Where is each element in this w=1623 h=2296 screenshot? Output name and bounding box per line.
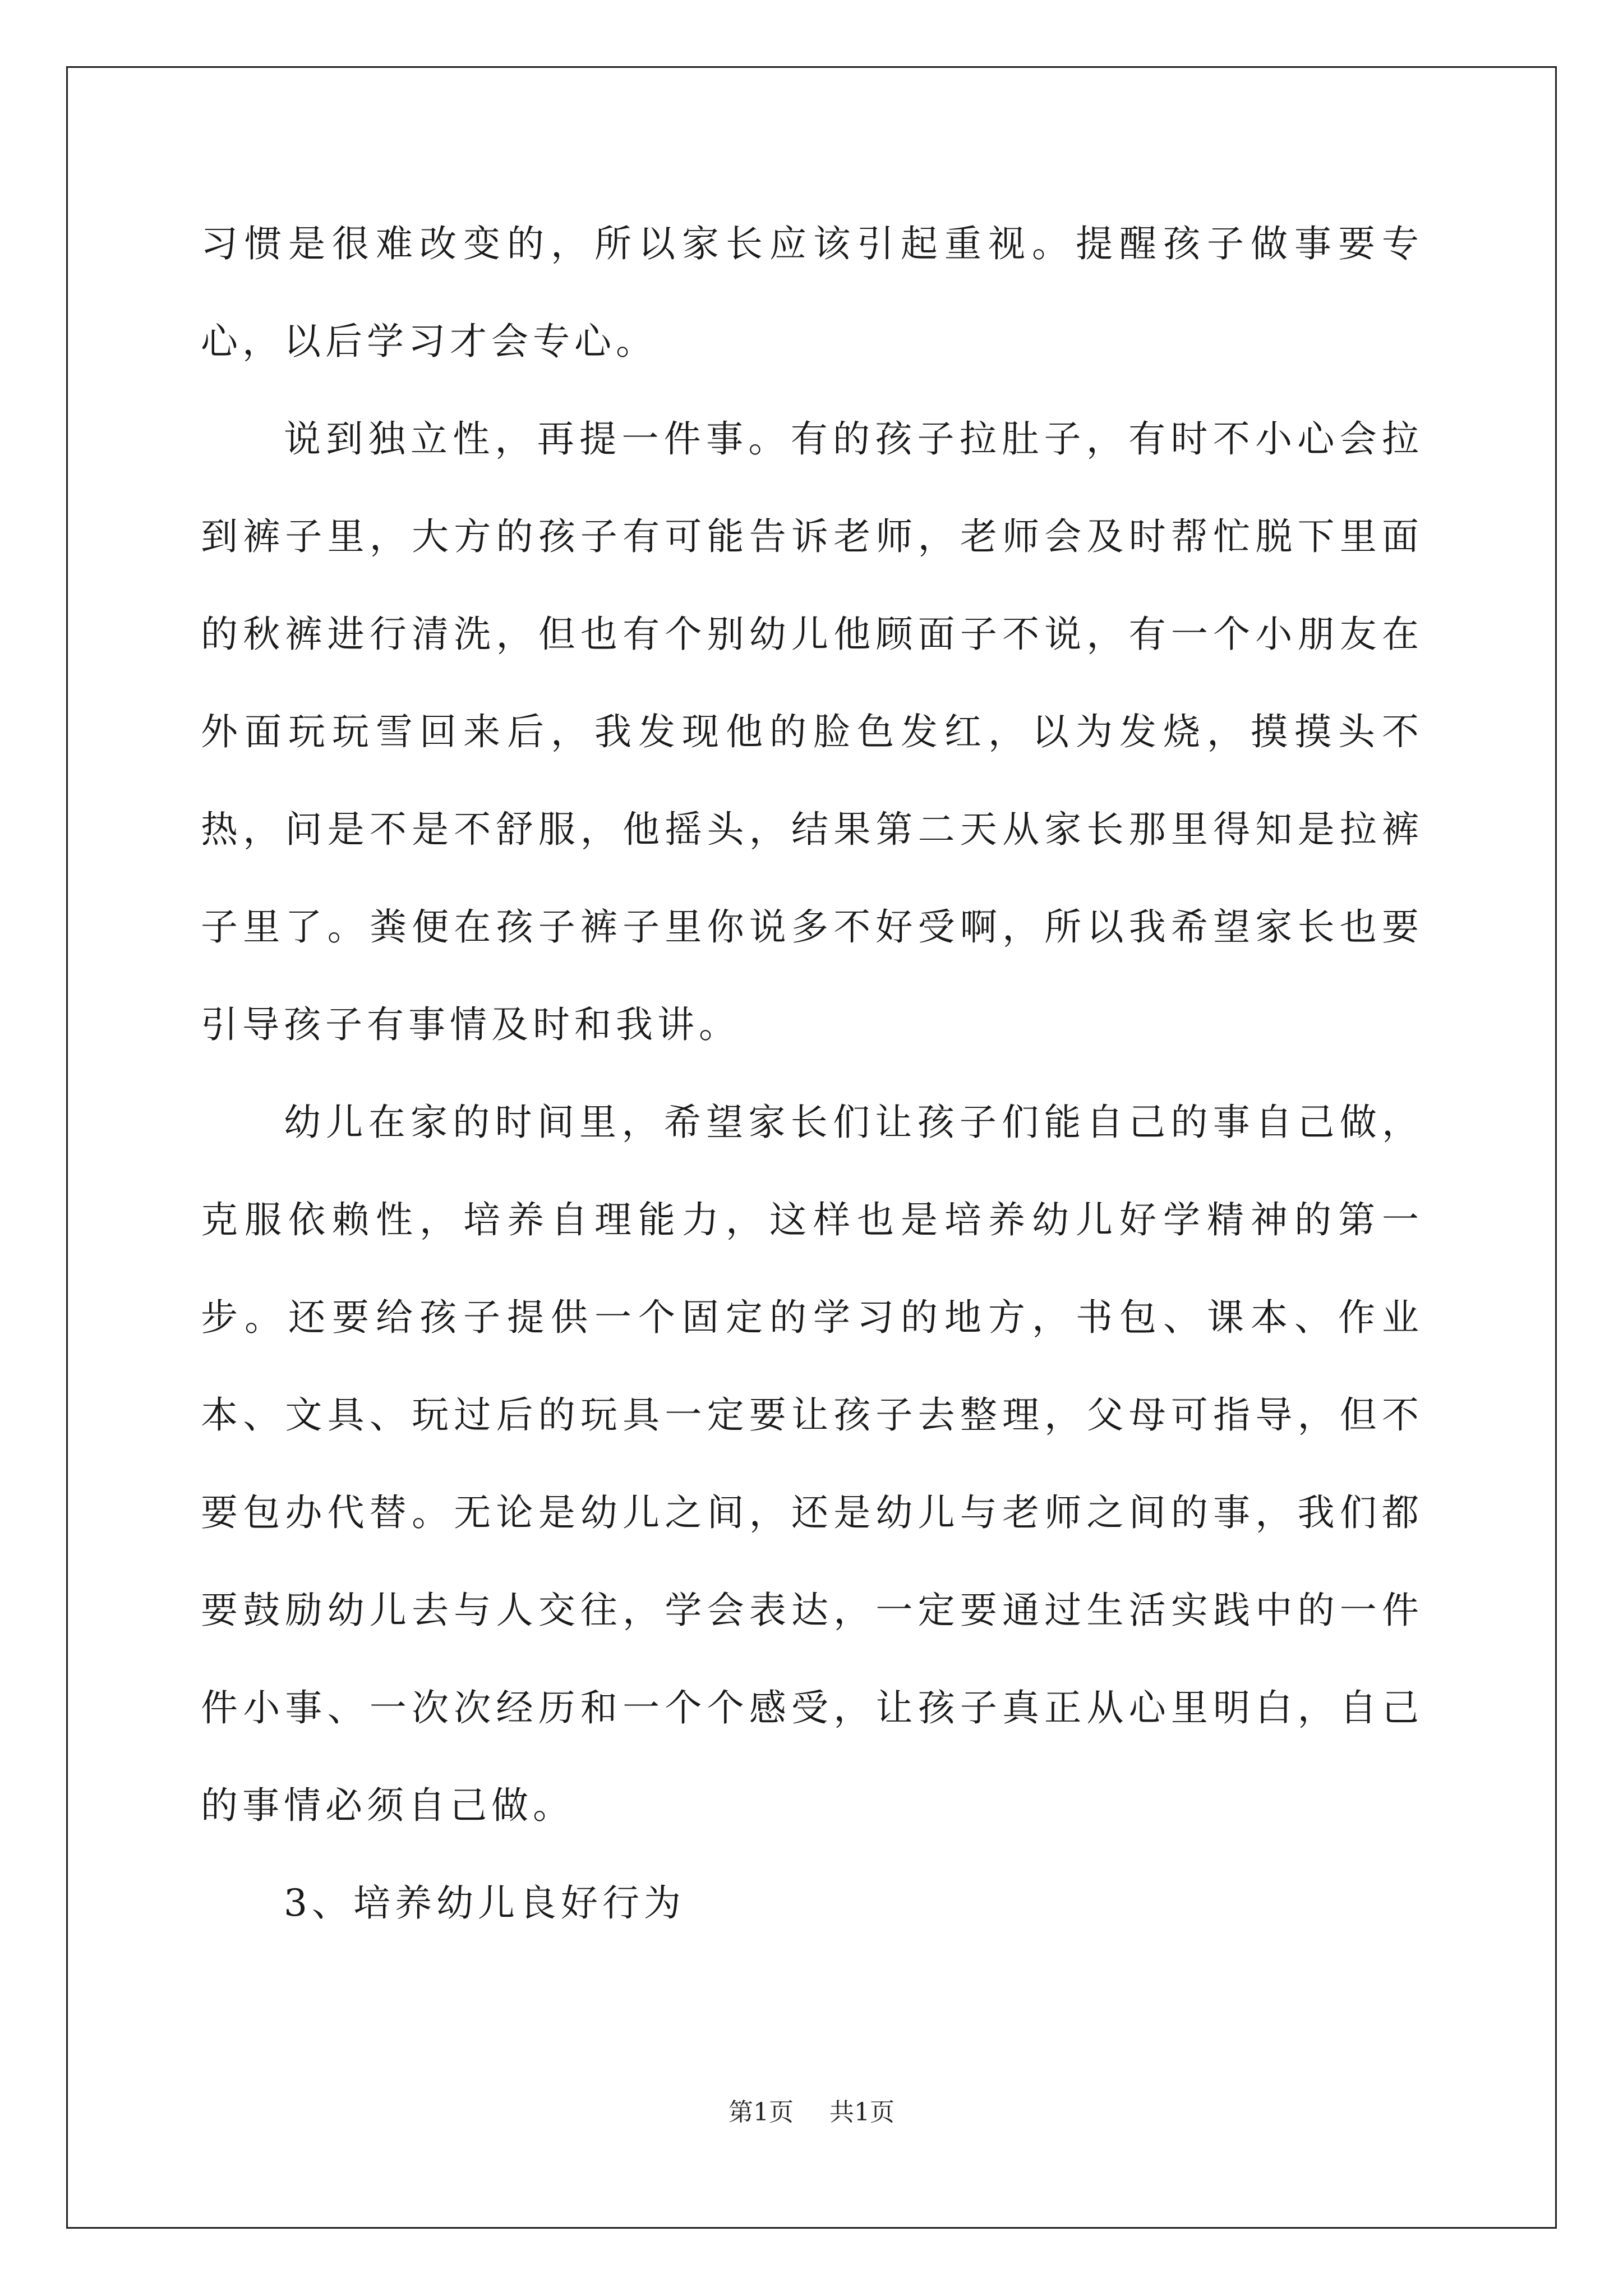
paragraph-habits: 习惯是很难改变的，所以家长应该引起重视。提醒孩子做事要专心，以后学习才会专心。 <box>201 222 1423 363</box>
page-number: 第1页 <box>728 2098 794 2127</box>
page-total: 共1页 <box>829 2098 895 2127</box>
page-footer <box>0 2096 1623 2129</box>
section-heading-good-behavior: 3、培养幼儿良好行为 <box>284 1881 685 1925</box>
document-body <box>201 195 1423 1952</box>
paragraph-self-care: 幼儿在家的时间里，希望家长们让孩子们能自己的事自己做，克服依赖性，培养自理能力，这样也是培养幼儿好学精神的第一步。还要给孩子提供一个固定的学习的地方，书包、课本、作业本、文具、玩过后的玩具一定要让孩子去整理，父母可指导，但不要包办代替。无论是幼儿之间，还是幼儿与老师之间的事，我们都要鼓励幼儿去与人交往，学会表达，一定要通过生活实践中的一件件小事、一次次经历和一个个感受，让孩子真正从心里明白，自己的事情必须自己做。 <box>201 1101 1423 1827</box>
paragraph-independence: 说到独立性，再提一件事。有的孩子拉肚子，有时不小心会拉到裤子里，大方的孩子有可能告诉老师，老师会及时帮忙脱下里面的秋裤进行清洗，但也有个别幼儿他顾面子不说，有一个小朋友在外面玩玩雪回来后，我发现他的脸色发红，以为发烧，摸摸头不热，问是不是不舒服，他摇头，结果第二天从家长那里得知是拉裤子里了。粪便在孩子裤子里你说多不好受啊，所以我希望家长也要引导孩子有事情及时和我讲。 <box>201 417 1423 1046</box>
